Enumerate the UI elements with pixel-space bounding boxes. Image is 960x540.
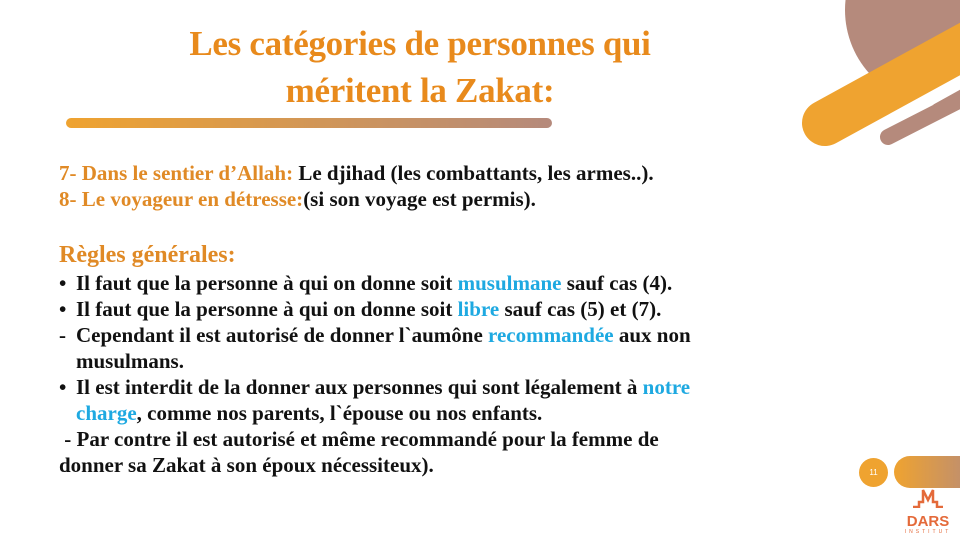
title-line-2: méritent la Zakat: <box>285 71 555 110</box>
highlight-text: recommandée <box>488 323 614 347</box>
title-line-1: Les catégories de personnes qui <box>189 24 651 63</box>
bullet-icon: • <box>59 297 67 321</box>
decorative-shapes-top-right <box>780 0 960 170</box>
dash-icon: - <box>59 323 66 347</box>
rule-item: • Il faut que la personne à qui on donne soit libre sauf cas (5) et (7). <box>59 297 662 321</box>
highlight-text: libre <box>457 297 500 321</box>
highlight-text: charge <box>76 401 137 425</box>
final-note-line-1: - Par contre il est autorisé et même recommandé pour la femme de <box>59 427 659 451</box>
rule-item: • Il faut que la personne à qui on donne soit musulmane sauf cas (4). <box>59 271 673 295</box>
slide-body <box>59 160 919 478</box>
category-text: (si son voyage est permis). <box>303 187 536 211</box>
final-note-line-2: donner sa Zakat à son époux nécessiteux). <box>59 453 434 477</box>
category-item-8 <box>59 186 919 212</box>
dars-logo-icon <box>898 488 958 540</box>
logo-subtitle: INSTITUT <box>904 529 952 535</box>
logo-mark-icon <box>911 488 945 508</box>
bullet-icon: • <box>59 375 67 399</box>
bullet-icon: • <box>59 271 67 295</box>
bottom-accent-bar <box>894 456 960 488</box>
highlight-text: notre <box>642 375 691 399</box>
category-item-7 <box>59 160 919 186</box>
category-label: 7- Dans le sentier d’Allah: <box>59 161 294 185</box>
highlight-text: musulmane <box>457 271 562 295</box>
rule-item: • Il est interdit de la donner aux personnes qui sont légalement à notre charge, comme nos parents, l`épouse ou nos enfants. <box>59 375 691 425</box>
rule-item: - Cependant il est autorisé de donner l`aumône recommandée aux non musulmans. <box>59 323 691 373</box>
category-text: Le djihad (les combattants, les armes..). <box>293 161 654 185</box>
page-number-badge: 11 <box>859 458 888 487</box>
logo-name: DARS <box>906 513 950 530</box>
slide-title <box>60 20 780 114</box>
category-label: 8- Le voyageur en détresse: <box>59 187 304 211</box>
title-underline-bar <box>66 118 552 128</box>
rules-heading: Règles générales: <box>59 242 236 268</box>
